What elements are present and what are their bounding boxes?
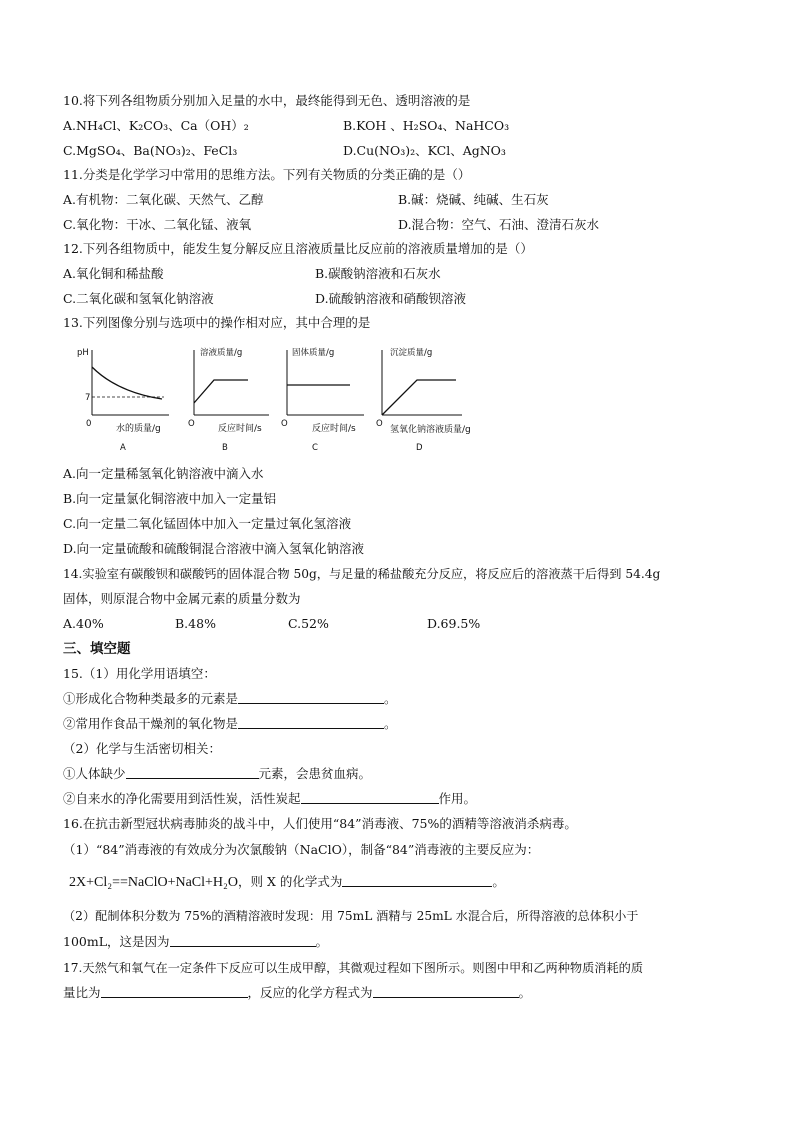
q11-option-d: D.混合物：空气、石油、澄清石灰水 <box>398 217 600 232</box>
q15-line6-text-b: 作用。 <box>438 791 477 806</box>
q17-line2-text-a: 量比为 <box>63 985 101 1000</box>
q14-option-c: C.52% <box>288 616 329 631</box>
q15-line5-text-a: ①人体缺少 <box>63 766 126 781</box>
graph-c <box>281 347 364 453</box>
q17-blank-1[interactable] <box>101 985 248 998</box>
graph-a-xlabel: 水的质量/g <box>116 424 161 434</box>
q16-line3-text: ，则 X 的化学式为 <box>238 874 343 889</box>
q16-line2: （1）“84”消毒液的有效成分为次氯酸钠（NaClO），制备“84”消毒液的主要反应为： <box>63 842 540 857</box>
q15-line1: 15.（1）用化学用语填空： <box>63 666 216 681</box>
q16-blank-2[interactable] <box>170 934 316 947</box>
q13-option-d: D.向一定量硫酸和硫酸铜混合溶液中滴入氢氧化钠溶液 <box>63 541 365 556</box>
q16-line3 <box>69 874 505 891</box>
q12-option-a: A.氧化铜和稀盐酸 <box>63 266 164 281</box>
section-heading: 三、填空题 <box>63 641 131 657</box>
q15-line3-period: 。 <box>384 716 397 731</box>
graph-b-origin: O <box>188 419 195 429</box>
q14-option-d: D.69.5% <box>427 616 481 631</box>
q15-line2 <box>63 691 397 707</box>
q16-line5 <box>63 934 328 950</box>
q10-option-a: A.NH₄Cl、K₂CO₃、Ca（OH）₂ <box>63 118 249 133</box>
q16-line4: （2）配制体积分数为 75%的酒精溶液时发现：用 75mL 酒精与 25mL 水混合后，所得溶液的总体积小于 <box>63 909 639 923</box>
q16-blank-1[interactable] <box>342 874 492 887</box>
q10-option-b: B.KOH 、H₂SO₄、NaHCO₃ <box>343 118 510 133</box>
q13-stem: 13.下列图像分别与选项中的操作相对应，其中合理的是 <box>63 315 371 330</box>
graph-a-origin: 0 <box>86 419 92 429</box>
graph-b-xlabel: 反应时间/s <box>218 424 262 434</box>
q11-option-a: A.有机物：二氧化碳、天然气、乙醇 <box>63 192 264 207</box>
graph-d-ylabel: 沉淀质量/g <box>390 348 433 358</box>
q13-option-b: B.向一定量氯化铜溶液中加入一定量铝 <box>63 491 277 506</box>
q14-stem-line1: 14.实验室有碳酸钡和碳酸钙的固体混合物 50g，与足量的稀盐酸充分反应，将反应后的溶液蒸干后得到 54.4g <box>63 567 661 581</box>
q17-line2-period: 。 <box>518 985 532 1000</box>
q17-line1: 17.天然气和氧气在一定条件下反应可以生成甲醇，其微观过程如下图所示。则图中甲和乙两种物质消耗的质 <box>63 961 644 975</box>
q11-option-c: C.氧化物：干冰、二氧化锰、液氧 <box>63 217 252 232</box>
q16-line5-text: 100mL，这是因为 <box>63 934 170 949</box>
q14-option-a: A.40% <box>63 616 104 631</box>
graph-b-ylabel: 溶液质量/g <box>200 348 243 358</box>
q12-option-d: D.硫酸钠溶液和硝酸钡溶液 <box>315 291 467 306</box>
q14-stem-line2: 固体，则原混合物中金属元素的质量分数为 <box>63 591 301 606</box>
q13-option-c: C.向一定量二氧化锰固体中加入一定量过氧化氢溶液 <box>63 516 352 531</box>
q15-line5 <box>63 766 371 782</box>
graph-d-xlabel: 氢氧化钠溶液质量/g <box>390 425 471 435</box>
q12-option-c: C.二氧化碳和氢氧化钠溶液 <box>63 291 214 306</box>
q15-blank-3[interactable] <box>126 766 259 779</box>
q15-line5-text-b: 元素，会患贫血病。 <box>258 766 372 781</box>
q10-stem: 10.将下列各组物质分别加入足量的水中，最终能得到无色、透明溶液的是 <box>63 93 471 108</box>
q15-line6 <box>63 791 476 807</box>
graph-c-xlabel: 反应时间/s <box>312 424 356 434</box>
q15-blank-2[interactable] <box>238 716 384 729</box>
q10-option-d: D.Cu(NO₃)₂、KCl、AgNO₃ <box>343 143 506 158</box>
graph-c-tag: C <box>312 443 318 453</box>
q12-stem: 12.下列各组物质中，能发生复分解反应且溶液质量比反应前的溶液质量增加的是（） <box>63 241 533 256</box>
q13-option-a: A.向一定量稀氢氧化钠溶液中滴入水 <box>63 466 264 481</box>
graph-d <box>376 347 471 453</box>
graph-b <box>188 347 269 453</box>
q16-line5-period: 。 <box>315 934 329 949</box>
q13-graphs-figure <box>72 340 502 458</box>
graph-d-curve <box>382 380 456 415</box>
q15-blank-1[interactable] <box>238 691 384 704</box>
graph-b-curve <box>194 380 248 403</box>
q17-blank-2[interactable] <box>373 985 519 998</box>
q17-line2 <box>63 985 531 1001</box>
q16-equation: 2X+Cl₂==NaClO+NaCl+H₂O <box>69 875 239 890</box>
q15-line3-text: ②常用作食品干燥剂的氧化物是 <box>63 716 239 731</box>
graph-d-origin: O <box>376 419 383 429</box>
q15-line6-text-a: ②自来水的净化需要用到活性炭，活性炭起 <box>63 791 301 806</box>
q10-option-c: C.MgSO₄、Ba(NO₃)₂、FeCl₃ <box>63 143 238 158</box>
q16-line3-period: 。 <box>492 874 505 889</box>
q15-line2-period: 。 <box>384 691 397 706</box>
graph-b-tag: B <box>222 443 228 453</box>
graph-a-tag: A <box>120 443 126 453</box>
q11-option-b: B.碱：烧碱、纯碱、生石灰 <box>398 192 549 207</box>
graph-c-origin: O <box>281 419 288 429</box>
q12-option-b: B.碳酸钠溶液和石灰水 <box>315 266 441 281</box>
q15-line2-text: ①形成化合物种类最多的元素是 <box>63 691 239 706</box>
graph-d-tag: D <box>416 443 423 453</box>
q11-stem: 11.分类是化学学习中常用的思维方法。下列有关物质的分类正确的是（） <box>63 167 471 182</box>
q16-line1: 16.在抗击新型冠状病毒肺炎的战斗中，人们使用“84”消毒液、75%的酒精等溶液消杀病毒。 <box>63 816 577 831</box>
graph-a-curve <box>92 367 162 399</box>
q14-option-b: B.48% <box>175 616 216 631</box>
q15-line4: （2）化学与生活密切相关： <box>63 741 221 756</box>
graph-a-ylabel: pH <box>77 348 89 358</box>
graph-a-mark-7: 7 <box>85 393 91 403</box>
graph-c-ylabel: 固体质量/g <box>292 348 335 358</box>
q15-line3 <box>63 716 397 732</box>
q17-line2-text-b: ，反应的化学方程式为 <box>247 985 373 1000</box>
q15-blank-4[interactable] <box>301 791 439 804</box>
graph-a <box>77 348 169 453</box>
